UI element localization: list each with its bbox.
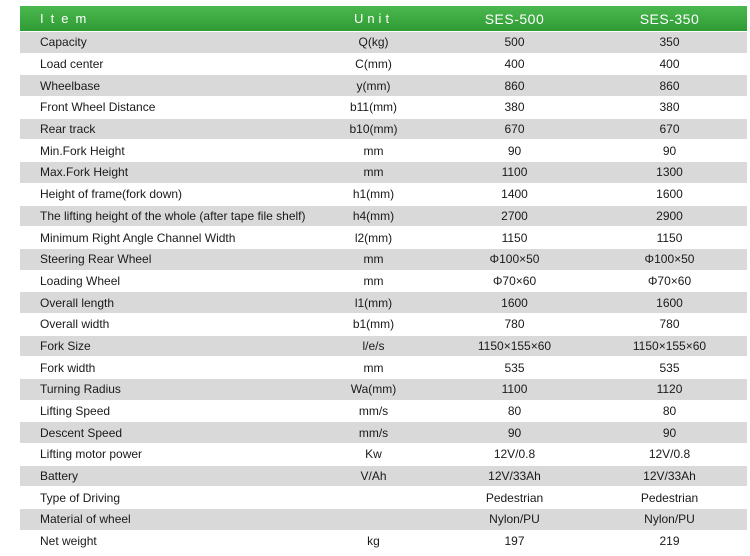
spec-table [20, 5, 747, 553]
row-value-model-1: 80 [437, 401, 592, 422]
table-row [20, 119, 747, 140]
row-value-model-1: 500 [437, 32, 592, 53]
row-unit: mm/s [310, 422, 437, 443]
table-row [20, 509, 747, 530]
row-unit: mm [310, 249, 437, 270]
table-row [20, 249, 747, 270]
row-name: Lifting motor power [20, 444, 310, 465]
table-row [20, 292, 747, 313]
row-unit: l/e/s [310, 336, 437, 357]
row-value-model-2: 670 [592, 119, 747, 140]
row-value-model-1: 780 [437, 314, 592, 335]
row-unit: V/Ah [310, 466, 437, 487]
row-unit: Wa(mm) [310, 379, 437, 400]
row-unit [310, 487, 437, 508]
row-value-model-1: Φ100×50 [437, 249, 592, 270]
row-value-model-1: 12V/33Ah [437, 466, 592, 487]
row-value-model-2: 80 [592, 401, 747, 422]
row-unit: mm [310, 162, 437, 183]
table-row [20, 75, 747, 96]
table-row [20, 314, 747, 335]
table-row [20, 444, 747, 465]
row-unit: b10(mm) [310, 119, 437, 140]
row-name: Loading Wheel [20, 271, 310, 292]
row-unit: kg [310, 531, 437, 552]
row-value-model-1: 1100 [437, 379, 592, 400]
row-unit: mm [310, 357, 437, 378]
row-name: Overall length [20, 292, 310, 313]
row-name: Capacity [20, 32, 310, 53]
row-value-model-2: 90 [592, 140, 747, 161]
row-value-model-2: Φ70×60 [592, 271, 747, 292]
row-value-model-1: 1100 [437, 162, 592, 183]
table-row [20, 184, 747, 205]
row-value-model-2: 400 [592, 54, 747, 75]
row-value-model-2: 1600 [592, 292, 747, 313]
spec-body [20, 32, 747, 552]
row-name: Rear track [20, 119, 310, 140]
row-name: Descent Speed [20, 422, 310, 443]
table-row [20, 336, 747, 357]
row-name: Front Wheel Distance [20, 97, 310, 118]
row-name: Steering Rear Wheel [20, 249, 310, 270]
row-value-model-2: 860 [592, 75, 747, 96]
row-value-model-1: 1150 [437, 227, 592, 248]
row-unit: l1(mm) [310, 292, 437, 313]
table-row [20, 357, 747, 378]
row-value-model-2: 1600 [592, 184, 747, 205]
table-row [20, 206, 747, 227]
table-row [20, 227, 747, 248]
row-name: Type of Driving [20, 487, 310, 508]
table-row [20, 97, 747, 118]
table-row [20, 32, 747, 53]
row-unit: h1(mm) [310, 184, 437, 205]
row-value-model-2: 380 [592, 97, 747, 118]
row-name: Load center [20, 54, 310, 75]
row-value-model-1: 2700 [437, 206, 592, 227]
row-name: Minimum Right Angle Channel Width [20, 227, 310, 248]
row-unit: Q(kg) [310, 32, 437, 53]
row-value-model-1: 380 [437, 97, 592, 118]
row-value-model-1: 197 [437, 531, 592, 552]
table-row [20, 140, 747, 161]
header-item: Item [20, 6, 310, 31]
row-value-model-1: Φ70×60 [437, 271, 592, 292]
row-value-model-2: Pedestrian [592, 487, 747, 508]
row-unit: h4(mm) [310, 206, 437, 227]
row-unit: l2(mm) [310, 227, 437, 248]
table-row [20, 379, 747, 400]
header-row [20, 6, 747, 31]
table-row [20, 162, 747, 183]
row-unit: b11(mm) [310, 97, 437, 118]
row-name: Height of frame(fork down) [20, 184, 310, 205]
row-value-model-1: 860 [437, 75, 592, 96]
row-name: Turning Radius [20, 379, 310, 400]
table-row [20, 487, 747, 508]
header-unit: Unit [310, 6, 437, 31]
row-name: Min.Fork Height [20, 140, 310, 161]
table-row [20, 271, 747, 292]
row-unit: mm [310, 271, 437, 292]
row-value-model-2: Φ100×50 [592, 249, 747, 270]
row-value-model-2: 1300 [592, 162, 747, 183]
row-value-model-1: 535 [437, 357, 592, 378]
row-value-model-2: 12V/0.8 [592, 444, 747, 465]
row-name: Overall width [20, 314, 310, 335]
row-value-model-2: 1150 [592, 227, 747, 248]
row-name: Net weight [20, 531, 310, 552]
row-name: Fork width [20, 357, 310, 378]
row-value-model-2: 90 [592, 422, 747, 443]
row-value-model-1: 1600 [437, 292, 592, 313]
row-unit: b1(mm) [310, 314, 437, 335]
row-value-model-1: 1150×155×60 [437, 336, 592, 357]
header-model-1: SES-500 [437, 6, 592, 31]
row-name: Max.Fork Height [20, 162, 310, 183]
table-row [20, 531, 747, 552]
row-unit: Kw [310, 444, 437, 465]
row-value-model-2: 535 [592, 357, 747, 378]
row-value-model-1: 90 [437, 422, 592, 443]
row-value-model-2: 1150×155×60 [592, 336, 747, 357]
row-name: The lifting height of the whole (after tape file shelf) [20, 206, 310, 227]
row-value-model-2: 1120 [592, 379, 747, 400]
row-value-model-1: 1400 [437, 184, 592, 205]
row-value-model-2: 780 [592, 314, 747, 335]
row-unit: mm [310, 140, 437, 161]
row-name: Material of wheel [20, 509, 310, 530]
row-value-model-2: 350 [592, 32, 747, 53]
table-row [20, 466, 747, 487]
row-name: Battery [20, 466, 310, 487]
table-row [20, 54, 747, 75]
row-value-model-2: 2900 [592, 206, 747, 227]
row-value-model-2: 12V/33Ah [592, 466, 747, 487]
row-name: Wheelbase [20, 75, 310, 96]
row-value-model-1: 12V/0.8 [437, 444, 592, 465]
row-value-model-1: 90 [437, 140, 592, 161]
row-value-model-2: 219 [592, 531, 747, 552]
row-unit [310, 509, 437, 530]
row-unit: y(mm) [310, 75, 437, 96]
header-model-2: SES-350 [592, 6, 747, 31]
row-name: Fork Size [20, 336, 310, 357]
row-value-model-1: 400 [437, 54, 592, 75]
table-row [20, 422, 747, 443]
row-value-model-1: Nylon/PU [437, 509, 592, 530]
row-unit: C(mm) [310, 54, 437, 75]
row-value-model-1: 670 [437, 119, 592, 140]
row-value-model-1: Pedestrian [437, 487, 592, 508]
table-row [20, 401, 747, 422]
row-unit: mm/s [310, 401, 437, 422]
row-name: Lifting Speed [20, 401, 310, 422]
row-value-model-2: Nylon/PU [592, 509, 747, 530]
